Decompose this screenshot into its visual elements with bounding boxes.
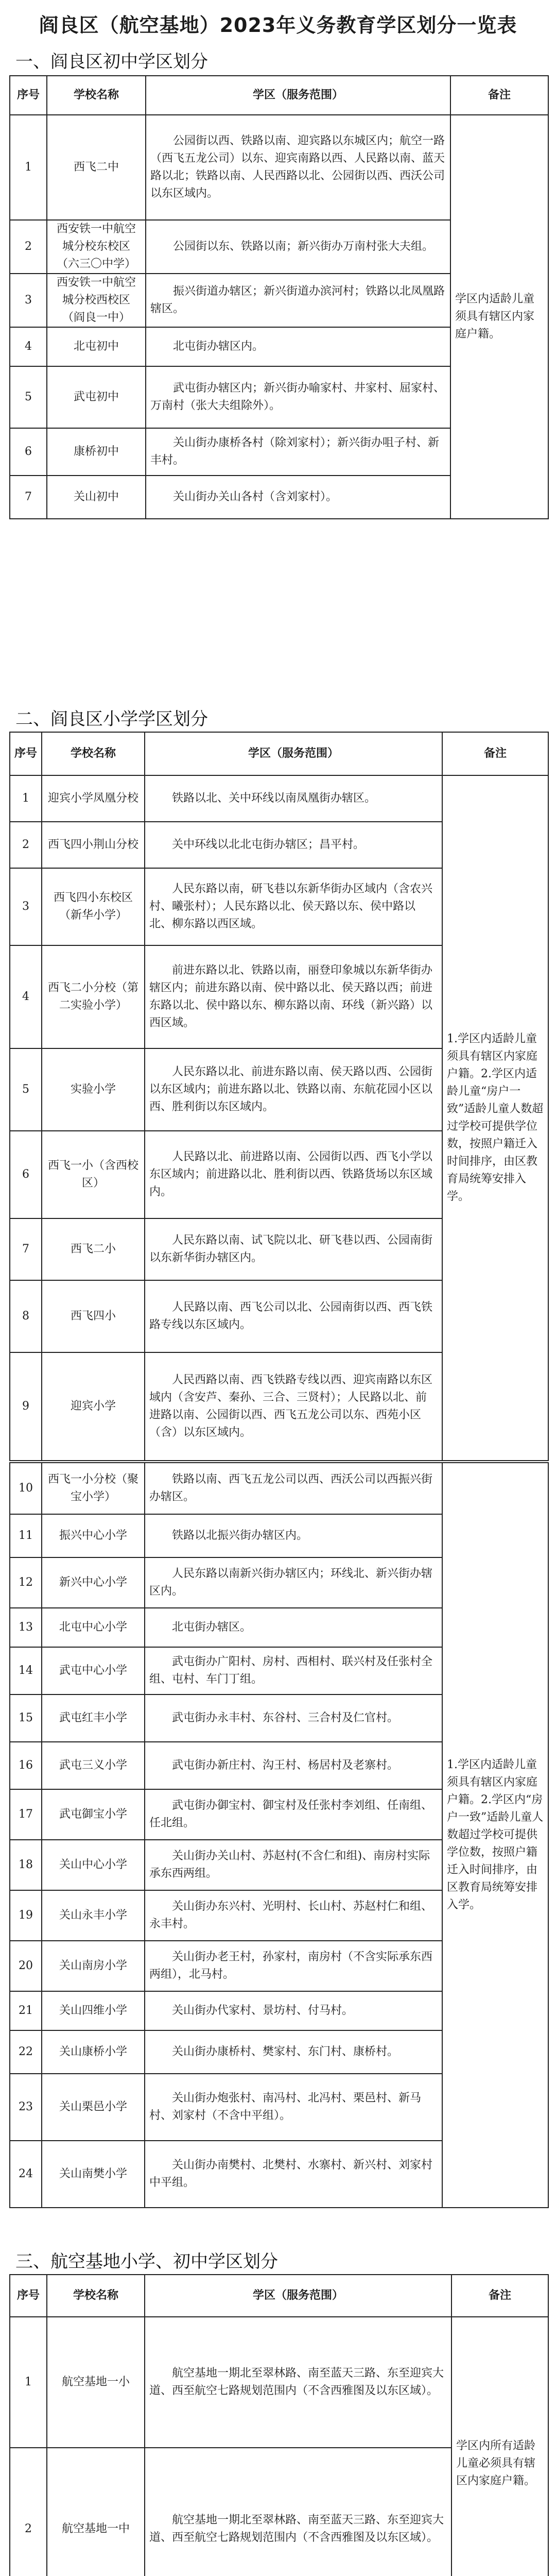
row-school: 航空基地一中: [47, 2448, 145, 2576]
row-area: 航空基地一期北至翠林路、南至蓝天三路、东至迎宾大道、西至航空七路规划范围内（不含西雅图及以东区域）。: [145, 2317, 451, 2448]
junior-district-table: [9, 75, 549, 519]
row-no: 17: [10, 1789, 42, 1840]
table-row: [10, 2317, 548, 2448]
row-area: 人民东路以北、前进东路以南、侯天路以西、公园街以东区域内；前进东路以北、铁路以南、东航花园小区以西、胜利街以东区域内。: [145, 1048, 442, 1131]
row-area: 关山街办康桥村、樊家村、东门村、康桥村。: [145, 2030, 442, 2074]
row-note: 学区内所有适龄儿童必须具有辖区内家庭户籍。: [451, 2317, 548, 2576]
row-school: 西飞二中: [47, 115, 146, 220]
row-no: 21: [10, 1991, 42, 2030]
row-school: 关山四维小学: [42, 1991, 145, 2030]
section-heading-primary: 二、阎良区小学学区划分: [15, 709, 208, 730]
row-school: 武屯红丰小学: [42, 1694, 145, 1742]
row-no: 4: [10, 945, 42, 1048]
row-no: 13: [10, 1608, 42, 1647]
row-school: 关山永丰小学: [42, 1890, 145, 1941]
row-no: 1: [10, 115, 47, 220]
row-no: 22: [10, 2030, 42, 2074]
row-no: 14: [10, 1647, 42, 1694]
row-school: 关山中心小学: [42, 1840, 145, 1890]
row-no: 11: [10, 1514, 42, 1557]
row-area: 武屯街办御宝村、御宝村及任张村李刘组、任南组、任北组。: [145, 1789, 442, 1840]
row-school: 武屯御宝小学: [42, 1789, 145, 1840]
primary-district-table: [9, 732, 549, 1461]
header-note: 备注: [442, 732, 548, 775]
row-school: 西飞四小东校区（新华小学）: [42, 868, 145, 945]
row-school: 北屯中心小学: [42, 1608, 145, 1647]
row-school: 西飞一小（含西校区）: [42, 1131, 145, 1218]
row-school: 实验小学: [42, 1048, 145, 1131]
row-area: 关山街办关山村、苏赵村(不含仁和组)、南房村实际承东西两组。: [145, 1840, 442, 1890]
row-area: 人民西路以南、西飞铁路专线以西、迎宾南路以东区域内（含安芦、秦孙、三合、三贤村）；人民路以北、前进路以南、公园街以西、西飞五龙公司以东、西苑小区（含）以东区域内。: [145, 1352, 442, 1461]
row-school: 武屯初中: [47, 366, 146, 428]
row-school: 迎宾小学: [42, 1352, 145, 1461]
row-no: 3: [10, 868, 42, 945]
row-no: 18: [10, 1840, 42, 1890]
row-area: 北屯街办辖区内。: [146, 327, 450, 366]
row-school: 西飞二小分校（第二实验小学）: [42, 945, 145, 1048]
row-area: 关山街办老王村，孙家村，南房村（不含实际承东西两组），北马村。: [145, 1941, 442, 1991]
row-note: 学区内适龄儿童须具有辖区内家庭户籍。: [450, 115, 548, 519]
row-school: 武屯中心小学: [42, 1647, 145, 1694]
row-area: 关山街办东兴村、光明村、长山村、苏赵村仁和组、永丰村。: [145, 1890, 442, 1941]
row-no: 2: [10, 220, 47, 274]
row-area: 人民东路以南，研飞巷以东新华街办区域内（含农兴村、曦张村）；人民东路以北、侯天路以东、侯中路以北、柳东路以西区域。: [145, 868, 442, 945]
header-area: 学区（服务范围）: [146, 76, 450, 115]
table-row: [10, 1463, 548, 1514]
row-school: 关山南房小学: [42, 1941, 145, 1991]
row-no: 1: [10, 2317, 47, 2448]
section-heading-aviation: 三、航空基地小学、初中学区划分: [15, 2251, 278, 2272]
row-no: 24: [10, 2141, 42, 2208]
row-no: 19: [10, 1890, 42, 1941]
row-school: 北屯初中: [47, 327, 146, 366]
row-school: 振兴中心小学: [42, 1514, 145, 1557]
row-school: 西飞四小荆山分校: [42, 822, 145, 868]
row-area: 关山街办南樊村、北樊村、水寨村、新兴村、刘家村中平组。: [145, 2141, 442, 2208]
row-school: 西飞四小: [42, 1280, 145, 1352]
header-note: 备注: [451, 2275, 548, 2317]
row-note: 1.学区内适龄儿童须具有辖区内家庭户籍。2.学区内“房户一致”适龄儿童人数超过学校可提供学位数，按照户籍迁入时间排序，由区教育局统筹安排入学。: [442, 1463, 548, 2208]
row-area: 武屯街办辖区内；新兴街办喻家村、井家村、屈家村、万南村（张大夫组除外）。: [146, 366, 450, 428]
row-school: 关山栗邑小学: [42, 2074, 145, 2141]
table-header-row: [10, 76, 548, 115]
row-school: 武屯三义小学: [42, 1742, 145, 1789]
row-area: 武屯街办新庄村、沟王村、杨居村及老寨村。: [145, 1742, 442, 1789]
header-area: 学区（服务范围）: [145, 2275, 451, 2317]
row-no: 2: [10, 822, 42, 868]
row-no: 7: [10, 1218, 42, 1280]
primary-district-table-continued: [9, 1462, 549, 2208]
row-school: 新兴中心小学: [42, 1557, 145, 1608]
row-school: 迎宾小学凤凰分校: [42, 775, 145, 822]
row-area: 公园街以西、铁路以南、迎宾路以东城区内；航空一路（西飞五龙公司）以东、迎宾南路以西、人民路以南、蓝天路以北；铁路以南、人民西路以北、公园街以西、西沃公司以东区域内。: [146, 115, 450, 220]
row-area: 铁路以南、西飞五龙公司以西、西沃公司以西振兴街办辖区。: [145, 1463, 442, 1514]
row-school: 航空基地一小: [47, 2317, 145, 2448]
row-area: 公园街以东、铁路以南；新兴街办万南村张大夫组。: [146, 220, 450, 274]
row-area: 人民路以南、西飞公司以北、公园南街以西、西飞铁路专线以东区域内。: [145, 1280, 442, 1352]
header-school: 学校名称: [47, 76, 146, 115]
row-area: 关山街办代家村、景坊村、付马村。: [145, 1991, 442, 2030]
header-note: 备注: [450, 76, 548, 115]
table-header-row: [10, 2275, 548, 2317]
header-area: 学区（服务范围）: [145, 732, 442, 775]
header-school: 学校名称: [47, 2275, 145, 2317]
row-area: 关山街办康桥各村（除刘家村）；新兴街办咀子村、新丰村。: [146, 428, 450, 476]
row-area: 关山街办关山各村（含刘家村）。: [146, 476, 450, 519]
row-area: 铁路以北、关中环线以南凤凰街办辖区。: [145, 775, 442, 822]
row-school: 康桥初中: [47, 428, 146, 476]
row-school: 西飞二小: [42, 1218, 145, 1280]
row-area: 振兴街道办辖区；新兴街道办滨河村；铁路以北凤凰路辖区。: [146, 274, 450, 327]
row-area: 关山街办炮张村、南冯村、北冯村、栗邑村、新马村、刘家村（不含中平组）。: [145, 2074, 442, 2141]
row-no: 15: [10, 1694, 42, 1742]
row-area: 人民路以北、前进路以南、公园街以西、西飞小学以东区域内；前进路以北、胜利街以西、铁路货场以东区域内。: [145, 1131, 442, 1218]
row-area: 北屯街办辖区。: [145, 1608, 442, 1647]
row-no: 20: [10, 1941, 42, 1991]
row-school: 西安铁一中航空城分校西校区（阎良一中）: [47, 274, 146, 327]
row-no: 6: [10, 1131, 42, 1218]
row-no: 5: [10, 366, 47, 428]
row-area: 武屯街办广阳村、房村、西相村、联兴村及任张村全组、屯村、车门丁组。: [145, 1647, 442, 1694]
row-area: 人民东路以南新兴街办辖区内；环线北、新兴街办辖区内。: [145, 1557, 442, 1608]
document-title: 阎良区（航空基地）2023年义务教育学区划分一览表: [39, 14, 517, 37]
row-area: 前进东路以北、铁路以南，丽登印象城以东新华街办辖区内；前进东路以南、侯中路以北、侯天路以西；前进东路以北、侯中路以东、柳东路以南、环线（新兴路）以西区域。: [145, 945, 442, 1048]
row-no: 2: [10, 2448, 47, 2576]
header-no: 序号: [10, 76, 47, 115]
row-no: 12: [10, 1557, 42, 1608]
header-school: 学校名称: [42, 732, 145, 775]
row-no: 16: [10, 1742, 42, 1789]
row-no: 6: [10, 428, 47, 476]
header-no: 序号: [10, 732, 42, 775]
row-area: 航空基地一期北至翠林路、南至蓝天三路、东至迎宾大道、西至航空七路规划范围内（不含西雅图及以东区域）。: [145, 2448, 451, 2576]
row-no: 1: [10, 775, 42, 822]
aviation-district-table: [9, 2274, 549, 2576]
row-area: 铁路以北振兴街办辖区内。: [145, 1514, 442, 1557]
row-school: 西飞一小分校（聚宝小学）: [42, 1463, 145, 1514]
table-row: [10, 115, 548, 220]
row-no: 9: [10, 1352, 42, 1461]
table-row: [10, 775, 548, 822]
row-school: 西安铁一中航空城分校东校区（六三〇中学）: [47, 220, 146, 274]
row-no: 10: [10, 1463, 42, 1514]
row-no: 4: [10, 327, 47, 366]
row-school: 关山南樊小学: [42, 2141, 145, 2208]
table-header-row: [10, 732, 548, 775]
row-area: 武屯街办永丰村、东谷村、三合村及仁官村。: [145, 1694, 442, 1742]
row-no: 8: [10, 1280, 42, 1352]
section-heading-junior: 一、阎良区初中学区划分: [15, 52, 208, 72]
row-no: 23: [10, 2074, 42, 2141]
row-school: 关山康桥小学: [42, 2030, 145, 2074]
row-school: 关山初中: [47, 476, 146, 519]
row-area: 关中环线以北北屯街办辖区；昌平村。: [145, 822, 442, 868]
header-no: 序号: [10, 2275, 47, 2317]
row-area: 人民东路以南、试飞院以北、研飞巷以西、公园南街以东新华街办辖区内。: [145, 1218, 442, 1280]
row-note: 1.学区内适龄儿童须具有辖区内家庭户籍。2.学区内适龄儿童“房户一致”适龄儿童人数超过学校可提供学位数，按照户籍迁入时间排序，由区教育局统筹安排入学。: [442, 775, 548, 1461]
row-no: 3: [10, 274, 47, 327]
row-no: 7: [10, 476, 47, 519]
row-no: 5: [10, 1048, 42, 1131]
